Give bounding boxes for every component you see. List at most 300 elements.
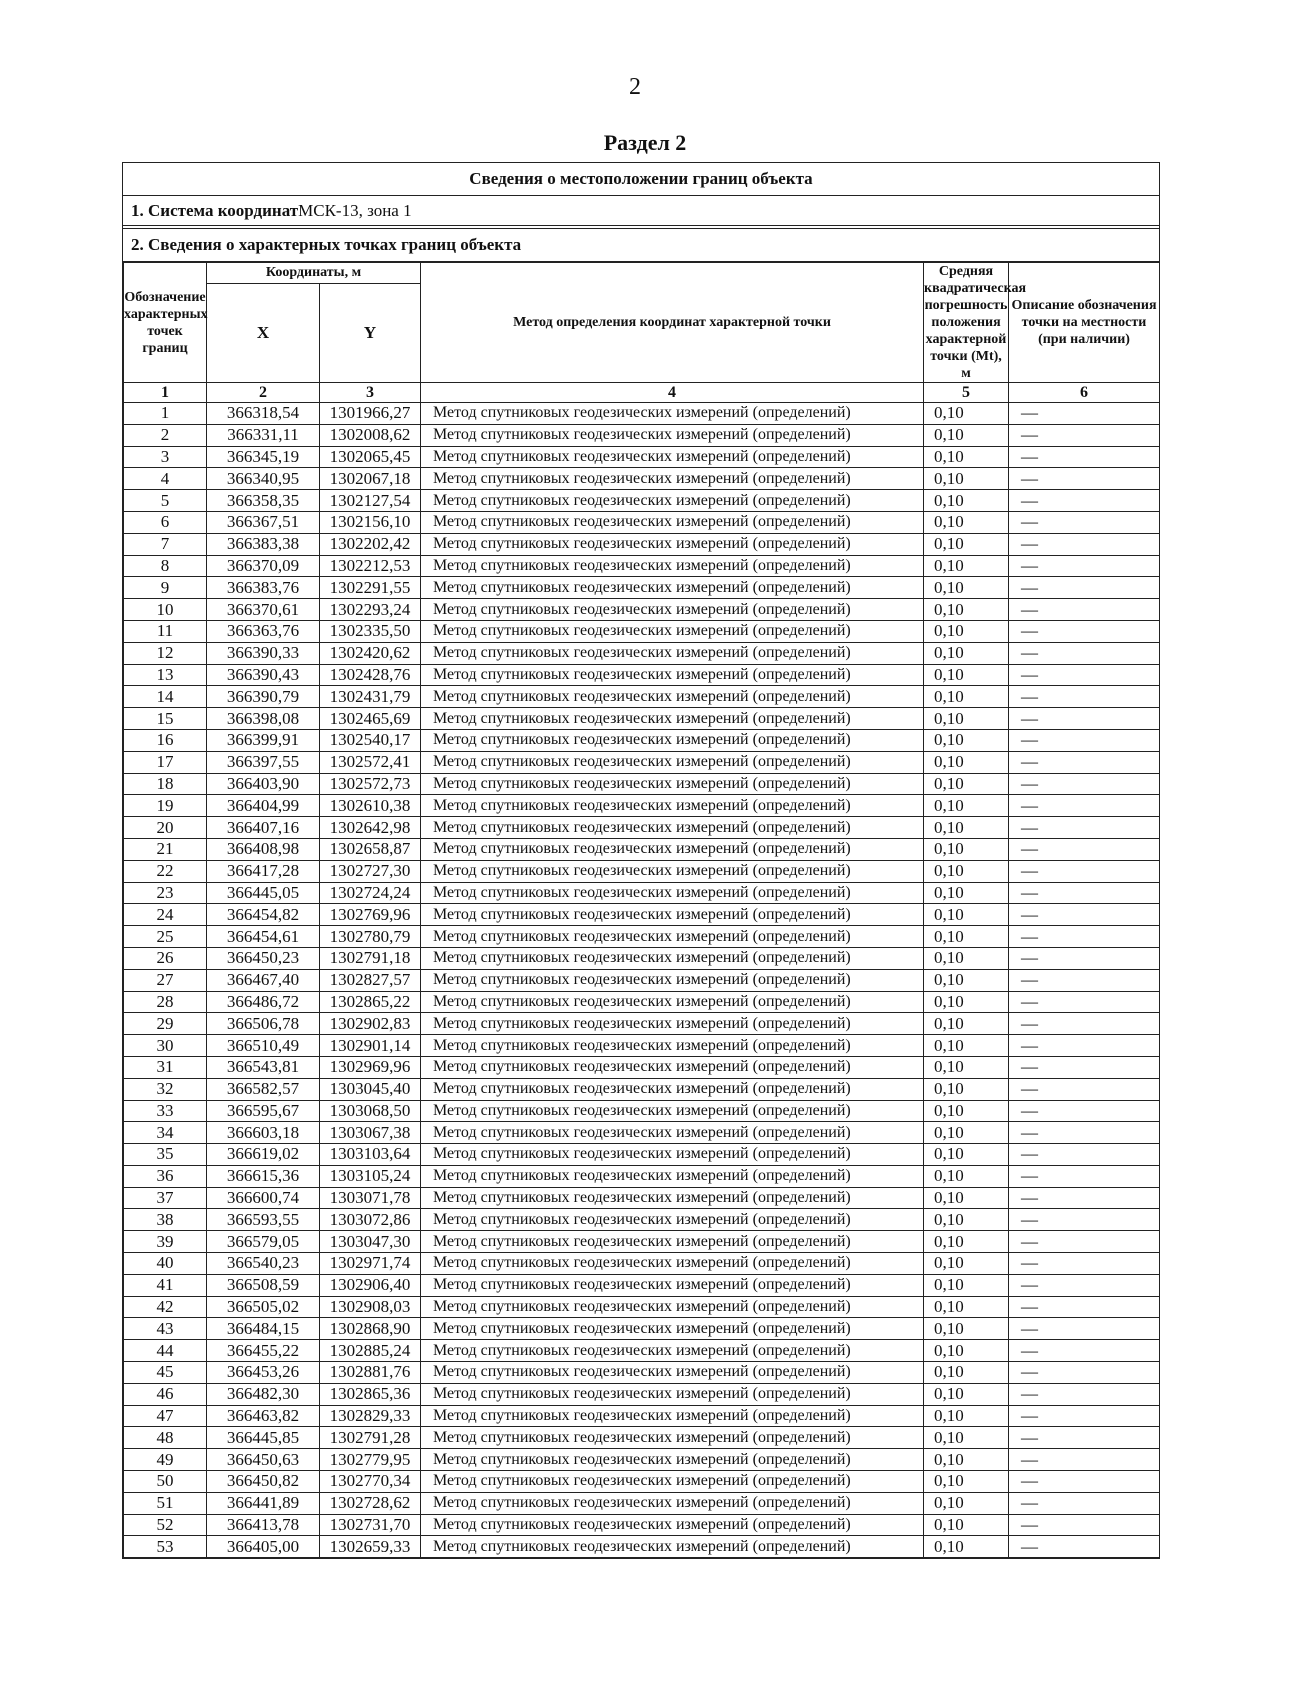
- description-cell: —: [1009, 926, 1160, 948]
- method-cell: Метод спутниковых геодезических измерений (определений): [421, 1362, 924, 1384]
- y-coordinate-cell: 1302431,79: [320, 686, 421, 708]
- table-row: [124, 708, 1160, 730]
- description-cell: —: [1009, 490, 1160, 512]
- method-cell: Метод спутниковых геодезических измерений (определений): [421, 729, 924, 751]
- table-row: [124, 838, 1160, 860]
- y-coordinate-cell: 1302908,03: [320, 1296, 421, 1318]
- method-cell: Метод спутниковых геодезических измерений (определений): [421, 1144, 924, 1166]
- method-cell: Метод спутниковых геодезических измерений (определений): [421, 555, 924, 577]
- table-row: [124, 533, 1160, 555]
- table-row: [124, 1296, 1160, 1318]
- y-coordinate-cell: 1302906,40: [320, 1274, 421, 1296]
- x-coordinate-cell: 366593,55: [207, 1209, 320, 1231]
- error-cell: 0,10: [924, 1536, 1009, 1558]
- points-table-body: [124, 403, 1160, 1558]
- method-cell: Метод спутниковых геодезических измерений (определений): [421, 1253, 924, 1275]
- point-number-cell: 53: [124, 1536, 207, 1558]
- point-number-cell: 39: [124, 1231, 207, 1253]
- description-cell: —: [1009, 729, 1160, 751]
- point-number-cell: 7: [124, 533, 207, 555]
- point-number-cell: 43: [124, 1318, 207, 1340]
- description-cell: —: [1009, 1471, 1160, 1493]
- x-coordinate-cell: 366413,78: [207, 1514, 320, 1536]
- x-coordinate-cell: 366404,99: [207, 795, 320, 817]
- coord-system-value: МСК-13, зона 1: [298, 200, 412, 220]
- y-coordinate-cell: 1303067,38: [320, 1122, 421, 1144]
- point-number-cell: 15: [124, 708, 207, 730]
- description-cell: —: [1009, 642, 1160, 664]
- description-cell: —: [1009, 773, 1160, 795]
- table-row: [124, 686, 1160, 708]
- method-cell: Метод спутниковых геодезических измерений (определений): [421, 795, 924, 817]
- y-coordinate-cell: 1302335,50: [320, 620, 421, 642]
- method-cell: Метод спутниковых геодезических измерений (определений): [421, 1514, 924, 1536]
- point-number-cell: 32: [124, 1078, 207, 1100]
- y-coordinate-cell: 1302770,34: [320, 1471, 421, 1493]
- error-cell: 0,10: [924, 947, 1009, 969]
- point-number-cell: 33: [124, 1100, 207, 1122]
- method-cell: Метод спутниковых геодезических измерений (определений): [421, 1187, 924, 1209]
- x-coordinate-cell: 366318,54: [207, 403, 320, 425]
- y-coordinate-cell: 1302865,36: [320, 1383, 421, 1405]
- method-cell: Метод спутниковых геодезических измерений (определений): [421, 468, 924, 490]
- method-cell: Метод спутниковых геодезических измерений (определений): [421, 1078, 924, 1100]
- description-cell: —: [1009, 947, 1160, 969]
- table-row: [124, 403, 1160, 425]
- point-number-cell: 26: [124, 947, 207, 969]
- method-cell: Метод спутниковых геодезических измерений (определений): [421, 1165, 924, 1187]
- point-number-cell: 40: [124, 1253, 207, 1275]
- x-coordinate-cell: 366445,85: [207, 1427, 320, 1449]
- description-cell: —: [1009, 1340, 1160, 1362]
- table-row: [124, 1209, 1160, 1231]
- point-number-cell: 6: [124, 511, 207, 533]
- column-number: 2: [207, 383, 320, 403]
- method-cell: Метод спутниковых геодезических измерений (определений): [421, 1449, 924, 1471]
- x-coordinate-cell: 366358,35: [207, 490, 320, 512]
- method-cell: Метод спутниковых геодезических измерений (определений): [421, 642, 924, 664]
- point-number-cell: 2: [124, 424, 207, 446]
- point-number-cell: 44: [124, 1340, 207, 1362]
- method-cell: Метод спутниковых геодезических измерений (определений): [421, 511, 924, 533]
- y-coordinate-cell: 1302827,57: [320, 969, 421, 991]
- y-coordinate-cell: 1302865,22: [320, 991, 421, 1013]
- x-coordinate-cell: 366543,81: [207, 1056, 320, 1078]
- description-cell: —: [1009, 1318, 1160, 1340]
- error-cell: 0,10: [924, 468, 1009, 490]
- description-cell: —: [1009, 1296, 1160, 1318]
- point-number-cell: 5: [124, 490, 207, 512]
- error-cell: 0,10: [924, 1209, 1009, 1231]
- y-coordinate-cell: 1302127,54: [320, 490, 421, 512]
- description-cell: —: [1009, 1405, 1160, 1427]
- y-coordinate-cell: 1302769,96: [320, 904, 421, 926]
- method-cell: Метод спутниковых геодезических измерений (определений): [421, 1340, 924, 1362]
- table-row: [124, 991, 1160, 1013]
- description-cell: —: [1009, 1187, 1160, 1209]
- table-row: [124, 1318, 1160, 1340]
- description-cell: —: [1009, 1056, 1160, 1078]
- error-cell: 0,10: [924, 1253, 1009, 1275]
- error-cell: 0,10: [924, 1471, 1009, 1493]
- x-coordinate-cell: 366484,15: [207, 1318, 320, 1340]
- x-coordinate-cell: 366390,79: [207, 686, 320, 708]
- col-method-header: Метод определения координат характерной точки: [421, 263, 924, 383]
- points-table: [123, 262, 1160, 1558]
- point-number-cell: 19: [124, 795, 207, 817]
- error-cell: 0,10: [924, 1318, 1009, 1340]
- method-cell: Метод спутниковых геодезических измерений (определений): [421, 1056, 924, 1078]
- y-coordinate-cell: 1302724,24: [320, 882, 421, 904]
- method-cell: Метод спутниковых геодезических измерений (определений): [421, 708, 924, 730]
- x-coordinate-cell: 366390,33: [207, 642, 320, 664]
- x-coordinate-cell: 366600,74: [207, 1187, 320, 1209]
- table-row: [124, 751, 1160, 773]
- method-cell: Метод спутниковых геодезических измерений (определений): [421, 1013, 924, 1035]
- point-number-cell: 16: [124, 729, 207, 751]
- y-coordinate-cell: 1302727,30: [320, 860, 421, 882]
- point-number-cell: 41: [124, 1274, 207, 1296]
- table-row: [124, 577, 1160, 599]
- table-row: [124, 1405, 1160, 1427]
- x-coordinate-cell: 366383,38: [207, 533, 320, 555]
- y-coordinate-cell: 1302780,79: [320, 926, 421, 948]
- method-cell: Метод спутниковых геодезических измерений (определений): [421, 904, 924, 926]
- description-cell: —: [1009, 533, 1160, 555]
- method-cell: Метод спутниковых геодезических измерений (определений): [421, 1405, 924, 1427]
- method-cell: Метод спутниковых геодезических измерений (определений): [421, 1231, 924, 1253]
- y-coordinate-cell: 1302791,28: [320, 1427, 421, 1449]
- point-number-cell: 29: [124, 1013, 207, 1035]
- y-coordinate-cell: 1302293,24: [320, 599, 421, 621]
- error-cell: 0,10: [924, 1296, 1009, 1318]
- frame-header: Сведения о местоположении границ объекта: [123, 163, 1159, 196]
- table-row: [124, 1056, 1160, 1078]
- y-coordinate-cell: 1302642,98: [320, 817, 421, 839]
- y-coordinate-cell: 1302881,76: [320, 1362, 421, 1384]
- point-number-cell: 45: [124, 1362, 207, 1384]
- y-coordinate-cell: 1302572,73: [320, 773, 421, 795]
- y-coordinate-cell: 1302610,38: [320, 795, 421, 817]
- x-coordinate-cell: 366367,51: [207, 511, 320, 533]
- description-cell: —: [1009, 904, 1160, 926]
- error-cell: 0,10: [924, 969, 1009, 991]
- x-coordinate-cell: 366467,40: [207, 969, 320, 991]
- description-cell: —: [1009, 1427, 1160, 1449]
- point-number-cell: 27: [124, 969, 207, 991]
- y-coordinate-cell: 1302212,53: [320, 555, 421, 577]
- point-number-cell: 21: [124, 838, 207, 860]
- section-title: Раздел 2: [603, 130, 687, 155]
- table-row: [124, 969, 1160, 991]
- method-cell: Метод спутниковых геодезических измерений (определений): [421, 1318, 924, 1340]
- error-cell: 0,10: [924, 904, 1009, 926]
- table-row: [124, 1340, 1160, 1362]
- method-cell: Метод спутниковых геодезических измерений (определений): [421, 1100, 924, 1122]
- description-cell: —: [1009, 1536, 1160, 1558]
- point-number-cell: 49: [124, 1449, 207, 1471]
- table-row: [124, 947, 1160, 969]
- x-coordinate-cell: 366454,61: [207, 926, 320, 948]
- x-coordinate-cell: 366510,49: [207, 1035, 320, 1057]
- error-cell: 0,10: [924, 511, 1009, 533]
- x-coordinate-cell: 366463,82: [207, 1405, 320, 1427]
- x-coordinate-cell: 366582,57: [207, 1078, 320, 1100]
- y-coordinate-cell: 1302829,33: [320, 1405, 421, 1427]
- col-description-header: Описание обозначения точки на местности (при наличии): [1009, 263, 1160, 383]
- error-cell: 0,10: [924, 555, 1009, 577]
- table-row: [124, 490, 1160, 512]
- method-cell: Метод спутниковых геодезических измерений (определений): [421, 1471, 924, 1493]
- point-number-cell: 4: [124, 468, 207, 490]
- error-cell: 0,10: [924, 882, 1009, 904]
- method-cell: Метод спутниковых геодезических измерений (определений): [421, 969, 924, 991]
- description-cell: —: [1009, 1383, 1160, 1405]
- point-number-cell: 12: [124, 642, 207, 664]
- error-cell: 0,10: [924, 1405, 1009, 1427]
- x-coordinate-cell: 366363,76: [207, 620, 320, 642]
- description-cell: —: [1009, 795, 1160, 817]
- error-cell: 0,10: [924, 1362, 1009, 1384]
- method-cell: Метод спутниковых геодезических измерений (определений): [421, 817, 924, 839]
- x-coordinate-cell: 366619,02: [207, 1144, 320, 1166]
- column-number-row: [124, 383, 1160, 403]
- point-number-cell: 47: [124, 1405, 207, 1427]
- description-cell: —: [1009, 446, 1160, 468]
- table-row: [124, 1492, 1160, 1514]
- y-coordinate-cell: 1302540,17: [320, 729, 421, 751]
- table-row: [124, 1449, 1160, 1471]
- error-cell: 0,10: [924, 1144, 1009, 1166]
- point-number-cell: 34: [124, 1122, 207, 1144]
- method-cell: Метод спутниковых геодезических измерений (определений): [421, 860, 924, 882]
- point-number-cell: 1: [124, 403, 207, 425]
- description-cell: —: [1009, 664, 1160, 686]
- error-cell: 0,10: [924, 446, 1009, 468]
- method-cell: Метод спутниковых геодезических измерений (определений): [421, 490, 924, 512]
- table-row: [124, 511, 1160, 533]
- y-coordinate-cell: 1302659,33: [320, 1536, 421, 1558]
- x-coordinate-cell: 366579,05: [207, 1231, 320, 1253]
- method-cell: Метод спутниковых геодезических измерений (определений): [421, 773, 924, 795]
- y-coordinate-cell: 1302428,76: [320, 664, 421, 686]
- point-number-cell: 50: [124, 1471, 207, 1493]
- error-cell: 0,10: [924, 1013, 1009, 1035]
- x-coordinate-cell: 366408,98: [207, 838, 320, 860]
- y-coordinate-cell: 1303105,24: [320, 1165, 421, 1187]
- table-row: [124, 1078, 1160, 1100]
- error-cell: 0,10: [924, 403, 1009, 425]
- table-row: [124, 1471, 1160, 1493]
- table-row: [124, 1383, 1160, 1405]
- point-number-cell: 22: [124, 860, 207, 882]
- y-coordinate-cell: 1303068,50: [320, 1100, 421, 1122]
- error-cell: 0,10: [924, 1449, 1009, 1471]
- error-cell: 0,10: [924, 1340, 1009, 1362]
- table-row: [124, 599, 1160, 621]
- method-cell: Метод спутниковых геодезических измерений (определений): [421, 882, 924, 904]
- point-number-cell: 3: [124, 446, 207, 468]
- method-cell: Метод спутниковых геодезических измерений (определений): [421, 664, 924, 686]
- point-number-cell: 10: [124, 599, 207, 621]
- y-coordinate-cell: 1302971,74: [320, 1253, 421, 1275]
- x-coordinate-cell: 366407,16: [207, 817, 320, 839]
- x-coordinate-cell: 366445,05: [207, 882, 320, 904]
- y-coordinate-cell: 1302731,70: [320, 1514, 421, 1536]
- table-row: [124, 817, 1160, 839]
- method-cell: Метод спутниковых геодезических измерений (определений): [421, 838, 924, 860]
- method-cell: Метод спутниковых геодезических измерений (определений): [421, 947, 924, 969]
- method-cell: Метод спутниковых геодезических измерений (определений): [421, 926, 924, 948]
- col-y-header: Y: [320, 283, 421, 382]
- error-cell: 0,10: [924, 599, 1009, 621]
- description-cell: —: [1009, 1274, 1160, 1296]
- point-number-cell: 35: [124, 1144, 207, 1166]
- description-cell: —: [1009, 1013, 1160, 1035]
- point-number-cell: 30: [124, 1035, 207, 1057]
- description-cell: —: [1009, 1492, 1160, 1514]
- column-number: 3: [320, 383, 421, 403]
- y-coordinate-cell: 1303072,86: [320, 1209, 421, 1231]
- error-cell: 0,10: [924, 817, 1009, 839]
- boundary-info-frame: [122, 162, 1160, 1559]
- method-cell: Метод спутниковых геодезических измерений (определений): [421, 1536, 924, 1558]
- table-row: [124, 729, 1160, 751]
- method-cell: Метод спутниковых геодезических измерений (определений): [421, 577, 924, 599]
- x-coordinate-cell: 366540,23: [207, 1253, 320, 1275]
- table-row: [124, 446, 1160, 468]
- point-number-cell: 23: [124, 882, 207, 904]
- error-cell: 0,10: [924, 838, 1009, 860]
- point-number-cell: 51: [124, 1492, 207, 1514]
- y-coordinate-cell: 1302902,83: [320, 1013, 421, 1035]
- y-coordinate-cell: 1302202,42: [320, 533, 421, 555]
- x-coordinate-cell: 366603,18: [207, 1122, 320, 1144]
- error-cell: 0,10: [924, 664, 1009, 686]
- x-coordinate-cell: 366399,91: [207, 729, 320, 751]
- table-row: [124, 1122, 1160, 1144]
- x-coordinate-cell: 366450,23: [207, 947, 320, 969]
- x-coordinate-cell: 366370,09: [207, 555, 320, 577]
- table-row: [124, 882, 1160, 904]
- point-number-cell: 11: [124, 620, 207, 642]
- method-cell: Метод спутниковых геодезических измерений (определений): [421, 991, 924, 1013]
- error-cell: 0,10: [924, 1165, 1009, 1187]
- table-row: [124, 642, 1160, 664]
- point-number-cell: 46: [124, 1383, 207, 1405]
- x-coordinate-cell: 366340,95: [207, 468, 320, 490]
- description-cell: —: [1009, 1362, 1160, 1384]
- x-coordinate-cell: 366453,26: [207, 1362, 320, 1384]
- y-coordinate-cell: 1303045,40: [320, 1078, 421, 1100]
- method-cell: Метод спутниковых геодезических измерений (определений): [421, 1274, 924, 1296]
- method-cell: Метод спутниковых геодезических измерений (определений): [421, 599, 924, 621]
- y-coordinate-cell: 1302658,87: [320, 838, 421, 860]
- error-cell: 0,10: [924, 642, 1009, 664]
- table-row: [124, 424, 1160, 446]
- error-cell: 0,10: [924, 577, 1009, 599]
- error-cell: 0,10: [924, 1035, 1009, 1057]
- description-cell: —: [1009, 751, 1160, 773]
- method-cell: Метод спутниковых геодезических измерений (определений): [421, 1122, 924, 1144]
- column-number: 4: [421, 383, 924, 403]
- table-row: [124, 620, 1160, 642]
- column-number: 5: [924, 383, 1009, 403]
- method-cell: Метод спутниковых геодезических измерений (определений): [421, 751, 924, 773]
- error-cell: 0,10: [924, 1231, 1009, 1253]
- description-cell: —: [1009, 1209, 1160, 1231]
- y-coordinate-cell: 1302065,45: [320, 446, 421, 468]
- description-cell: —: [1009, 468, 1160, 490]
- table-row: [124, 773, 1160, 795]
- y-coordinate-cell: 1302779,95: [320, 1449, 421, 1471]
- y-coordinate-cell: 1302868,90: [320, 1318, 421, 1340]
- description-cell: —: [1009, 1514, 1160, 1536]
- method-cell: Метод спутниковых геодезических измерений (определений): [421, 1427, 924, 1449]
- y-coordinate-cell: 1302791,18: [320, 947, 421, 969]
- x-coordinate-cell: 366454,82: [207, 904, 320, 926]
- error-cell: 0,10: [924, 1100, 1009, 1122]
- x-coordinate-cell: 366390,43: [207, 664, 320, 686]
- description-cell: —: [1009, 1449, 1160, 1471]
- error-cell: 0,10: [924, 926, 1009, 948]
- description-cell: —: [1009, 1144, 1160, 1166]
- method-cell: Метод спутниковых геодезических измерений (определений): [421, 1209, 924, 1231]
- col-designation-header: Обозначение характерных точек границ: [124, 263, 207, 383]
- y-coordinate-cell: 1302572,41: [320, 751, 421, 773]
- table-row: [124, 904, 1160, 926]
- page-number: 2: [629, 74, 641, 100]
- x-coordinate-cell: 366405,00: [207, 1536, 320, 1558]
- description-cell: —: [1009, 1253, 1160, 1275]
- y-coordinate-cell: 1302885,24: [320, 1340, 421, 1362]
- error-cell: 0,10: [924, 490, 1009, 512]
- description-cell: —: [1009, 969, 1160, 991]
- error-cell: 0,10: [924, 1056, 1009, 1078]
- y-coordinate-cell: 1302291,55: [320, 577, 421, 599]
- error-cell: 0,10: [924, 533, 1009, 555]
- description-cell: —: [1009, 817, 1160, 839]
- table-row: [124, 1514, 1160, 1536]
- x-coordinate-cell: 366505,02: [207, 1296, 320, 1318]
- point-number-cell: 25: [124, 926, 207, 948]
- coord-system-row: [123, 196, 1159, 229]
- y-coordinate-cell: 1303071,78: [320, 1187, 421, 1209]
- y-coordinate-cell: 1302156,10: [320, 511, 421, 533]
- error-cell: 0,10: [924, 991, 1009, 1013]
- method-cell: Метод спутниковых геодезических измерений (определений): [421, 403, 924, 425]
- error-cell: 0,10: [924, 686, 1009, 708]
- error-cell: 0,10: [924, 795, 1009, 817]
- x-coordinate-cell: 366508,59: [207, 1274, 320, 1296]
- method-cell: Метод спутниковых геодезических измерений (определений): [421, 424, 924, 446]
- table-row: [124, 1427, 1160, 1449]
- error-cell: 0,10: [924, 1383, 1009, 1405]
- table-row: [124, 1253, 1160, 1275]
- x-coordinate-cell: 366506,78: [207, 1013, 320, 1035]
- point-number-cell: 13: [124, 664, 207, 686]
- method-cell: Метод спутниковых геодезических измерений (определений): [421, 620, 924, 642]
- point-number-cell: 38: [124, 1209, 207, 1231]
- table-row: [124, 1187, 1160, 1209]
- table-row: [124, 1035, 1160, 1057]
- col-error-header: Средняя квадратическая погрешность положения характерной точки (Mt), м: [924, 264, 1027, 381]
- method-cell: Метод спутниковых геодезических измерений (определений): [421, 1492, 924, 1514]
- x-coordinate-cell: 366486,72: [207, 991, 320, 1013]
- coord-system-label: 1. Система координат: [131, 200, 299, 220]
- description-cell: —: [1009, 991, 1160, 1013]
- point-number-cell: 42: [124, 1296, 207, 1318]
